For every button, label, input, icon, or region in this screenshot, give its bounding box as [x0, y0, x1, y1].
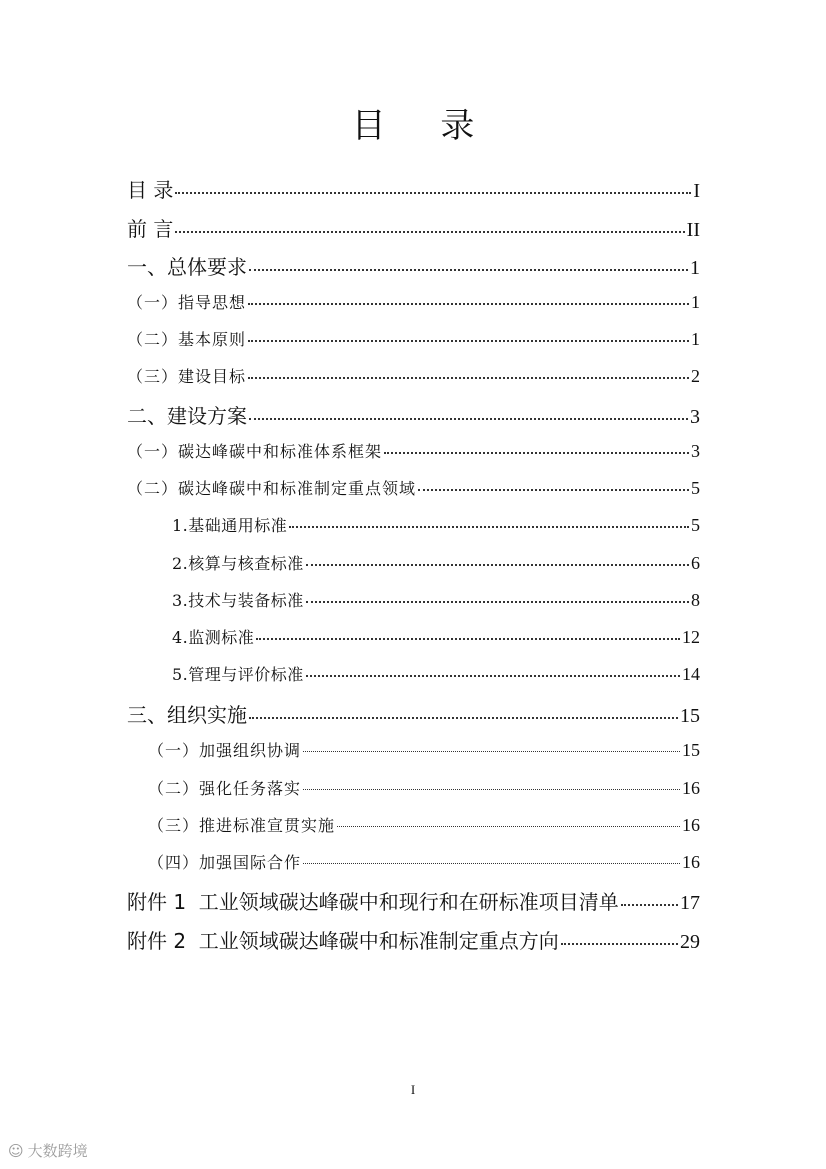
dot-leader [621, 904, 678, 906]
dot-leader [248, 303, 689, 305]
watermark [8, 1140, 88, 1161]
toc-entry-page: 3 [691, 441, 700, 461]
toc-entry-page: 6 [691, 553, 700, 573]
toc-entry-label: 目 录 [127, 178, 174, 202]
toc-entry-2-1[interactable] [127, 439, 700, 462]
toc-entry-page: 8 [691, 590, 700, 610]
watermark-logo-icon: ☺ [8, 1141, 24, 1160]
toc-entry-label: （三）建设目标 [127, 367, 247, 386]
toc-entry-1-3[interactable] [127, 364, 700, 387]
toc-entry-2-2-4[interactable] [172, 625, 700, 648]
toc-entry-page: 17 [680, 892, 700, 914]
toc-entry-2-2-5[interactable] [172, 662, 700, 685]
toc-entry-label: 三、组织实施 [127, 703, 247, 727]
toc-entry-section-3[interactable] [127, 699, 700, 728]
toc-entry-page: 1 [690, 257, 700, 279]
toc-entry-label: 4.监测标准 [172, 628, 255, 647]
dot-leader [306, 675, 680, 677]
toc-entry-2-2-2[interactable] [172, 551, 700, 574]
dot-leader [256, 638, 680, 640]
toc-entry-page: 2 [691, 366, 700, 386]
toc-entry-section-1[interactable] [127, 251, 700, 280]
toc-entry-label: （三）推进标准宣贯实施 [148, 816, 336, 835]
toc-entry-2-2[interactable] [127, 476, 700, 499]
page-title: 目 录 [351, 106, 497, 146]
toc-entry-page: II [686, 219, 700, 241]
toc-entry-2-2-1[interactable] [172, 513, 700, 536]
toc-entry-label: 附件 1 工业领域碳达峰碳中和现行和在研标准项目清单 [127, 890, 619, 914]
toc-entry-page: 29 [680, 931, 700, 953]
dot-leader [306, 564, 689, 566]
toc-entry-label: （一）加强组织协调 [148, 741, 302, 760]
toc-entry-label: 二、建设方案 [127, 404, 247, 428]
dot-leader [303, 863, 680, 864]
toc-entry-page: 14 [682, 664, 700, 684]
dot-leader [384, 452, 689, 454]
dot-leader [248, 340, 689, 342]
toc-entry-page: 12 [682, 627, 700, 647]
toc-entry-label: 2.核算与核查标准 [172, 554, 304, 573]
toc-entry-label: （二）碳达峰碳中和标准制定重点领域 [127, 479, 417, 498]
toc-entry-label: （二）强化任务落实 [148, 779, 302, 798]
dot-leader [248, 377, 689, 379]
toc-entry-appendix-1[interactable] [127, 886, 700, 915]
toc-entry-1-2[interactable] [127, 327, 700, 350]
toc-entry-3-2[interactable] [148, 776, 700, 799]
toc-entry-page: 15 [680, 705, 700, 727]
dot-leader [303, 751, 680, 752]
toc-entry-2-2-3[interactable] [172, 588, 700, 611]
dot-leader [418, 489, 689, 491]
toc-entry-3-3[interactable] [148, 813, 700, 836]
dot-leader [289, 526, 689, 528]
toc-entry-page: 5 [691, 515, 700, 535]
dot-leader [337, 826, 680, 827]
dot-leader [561, 943, 678, 945]
toc-entry-label: （二）基本原则 [127, 330, 247, 349]
toc-entry-page: 16 [682, 815, 700, 835]
toc-entry-3-4[interactable] [148, 850, 700, 873]
toc-entry-page: 3 [690, 406, 700, 428]
dot-leader [249, 269, 688, 271]
toc-entry-contents[interactable] [127, 174, 700, 203]
toc-entry-1-1[interactable] [127, 290, 700, 313]
toc-entry-page: 16 [682, 852, 700, 872]
dot-leader [175, 192, 691, 194]
toc-entry-page: 1 [691, 329, 700, 349]
page-number: I [410, 1082, 416, 1097]
dot-leader [249, 418, 688, 420]
toc-entry-3-1[interactable] [148, 738, 700, 761]
dot-leader [303, 789, 680, 790]
watermark-text: 大数跨境 [27, 1142, 88, 1160]
toc-entry-page: 16 [682, 778, 700, 798]
toc-entry-preface[interactable] [127, 213, 700, 242]
toc-entry-label: （四）加强国际合作 [148, 853, 302, 872]
toc-entry-label: 3.技术与装备标准 [172, 591, 304, 610]
toc-entry-label: （一）指导思想 [127, 293, 247, 312]
dot-leader [175, 231, 684, 233]
dot-leader [249, 717, 678, 719]
toc-entry-label: 5.管理与评价标准 [172, 665, 304, 684]
dot-leader [306, 601, 689, 603]
toc-entry-page: 15 [682, 740, 700, 760]
toc-entry-appendix-2[interactable] [127, 925, 700, 954]
toc-entry-label: （一）碳达峰碳中和标准体系框架 [127, 442, 383, 461]
toc-entry-page: I [693, 180, 700, 202]
toc-entry-label: 附件 2 工业领域碳达峰碳中和标准制定重点方向 [127, 929, 559, 953]
toc-entry-label: 前 言 [127, 217, 174, 241]
toc-entry-section-2[interactable] [127, 400, 700, 429]
toc-entry-label: 1.基础通用标准 [172, 516, 288, 535]
toc-entry-page: 5 [691, 478, 700, 498]
toc-entry-page: 1 [691, 292, 700, 312]
toc-entry-label: 一、总体要求 [127, 255, 247, 279]
